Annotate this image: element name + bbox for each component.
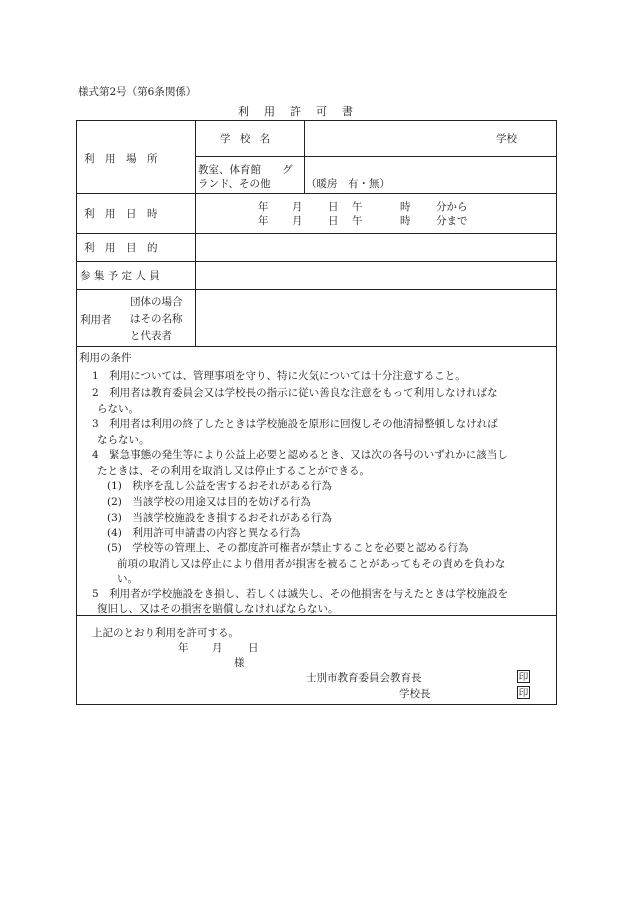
purpose-label: 利 用 目 的 <box>84 242 158 254</box>
form-number: 様式第2号（第6条関係） <box>78 86 197 98</box>
condition-line: 前項の取消し又は停止により借用者が損害を被ることがあってもその責めを負わな <box>117 558 506 570</box>
col-divider <box>195 120 196 346</box>
condition-line: い。 <box>117 573 138 585</box>
facility-type-line2: ランド、その他 <box>198 178 271 190</box>
condition-line: らない。 <box>97 403 139 415</box>
facility-type-line1: 教室、体育館 グ <box>198 164 293 176</box>
condition-line: たときは、その利用を取消し又は停止することができる。 <box>97 465 370 477</box>
condition-line: (1) 秩序を乱し公益を害するおそれがある行為 <box>107 480 332 492</box>
condition-line: (5) 学校等の管理上、その都度許可権者が禁止することを必要と認める行為 <box>107 542 469 554</box>
condition-line: 復旧し、又はその損害を賠償しなければならない。 <box>97 603 339 615</box>
row-divider <box>76 346 557 347</box>
row-divider <box>76 193 557 194</box>
condition-line: (3) 当該学校施設をき損するおそれがある行為 <box>107 512 332 524</box>
issuer-education-superintendent: 士別市教育委員会教育長 <box>306 672 422 684</box>
recipient-honorific: 様 <box>234 657 245 669</box>
condition-line: 4 緊急事態の発生等により公益上必要と認めるとき、又は次の各号のいずれかに該当し <box>92 449 508 461</box>
user-label: 利用者 <box>80 314 112 326</box>
seal-mark: 印 <box>518 688 529 699</box>
document-title: 利 用 許 可 書 <box>238 105 355 118</box>
user-sub-label-1: 団体の場合 <box>130 296 183 308</box>
row-divider <box>76 261 557 262</box>
heating-option: （暖房 有・無） <box>306 178 390 190</box>
user-sub-label-3: と代表者 <box>130 330 172 342</box>
user-sub-label-2: はその名称 <box>130 313 183 325</box>
condition-line: ならない。 <box>97 434 150 446</box>
condition-line: 1 利用については、管理事項を守り、特に火気については十分注意すること。 <box>92 370 466 382</box>
row-divider <box>76 233 557 234</box>
conditions-heading: 利用の条件 <box>79 352 132 364</box>
school-suffix: 学校 <box>496 133 517 145</box>
col-divider <box>304 120 305 193</box>
attendees-label: 参 集 予 定 人 員 <box>80 270 160 282</box>
school-name-label: 学 校 名 <box>220 133 274 145</box>
condition-line: 3 利用者は利用の終了したときは学校施設を原形に回復しその他清掃整頓しなければ <box>92 418 498 430</box>
condition-line: 2 利用者は教育委員会又は学校長の指示に従い善良な注意をもって利用しなければな <box>92 387 498 399</box>
seal-mark: 印 <box>518 672 529 683</box>
condition-line: 5 利用者が学校施設をき損し、若しくは滅失し、その他損害を与えたときは学校施設を <box>92 588 509 600</box>
condition-line: (2) 当該学校の用途又は目的を妨げる行為 <box>107 496 311 508</box>
permit-statement: 上記のとおり利用を許可する。 <box>92 627 239 639</box>
issuer-principal: 学校長 <box>399 688 431 700</box>
row-divider <box>76 289 557 290</box>
row-divider <box>195 156 557 157</box>
place-label: 利 用 場 所 <box>84 153 158 165</box>
datetime-label: 利 用 日 時 <box>84 208 158 220</box>
condition-line: (4) 利用許可申請書の内容と異なる行為 <box>107 527 301 539</box>
